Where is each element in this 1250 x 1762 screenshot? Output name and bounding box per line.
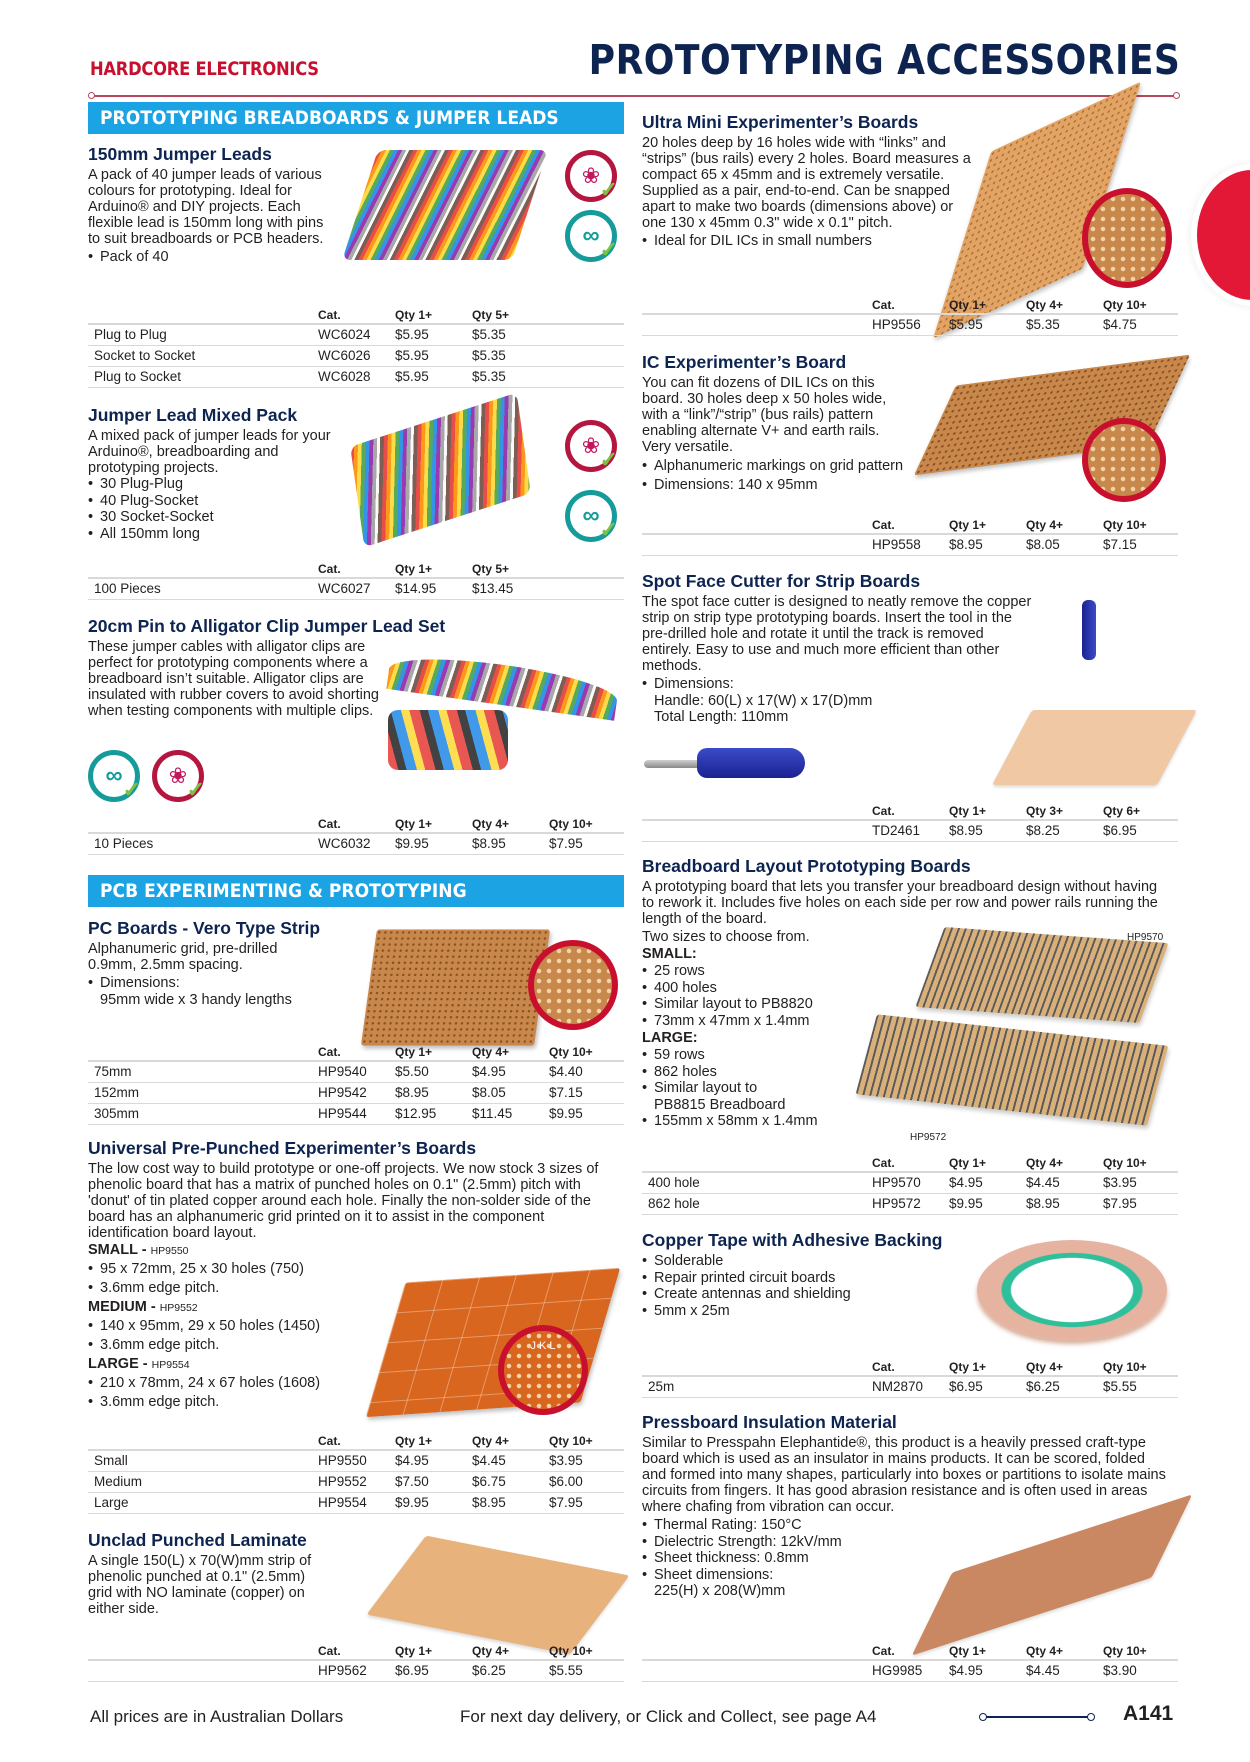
product-description: A pack of 40 jumper leads of various colours for prototyping. Ideal for Arduino® and DIY projects. Each flexible lead is 150mm long with pins to suit breadboards or PCB headers. <box>88 167 324 247</box>
price-table-copper-tape: Cat. Qty 1+ Qty 4+ Qty 10+ 25m NM2870 $6.95 $6.25 $5.55 <box>642 1358 1178 1398</box>
bullet: • 95 x 72mm, 25 x 30 holes (750) <box>88 1260 624 1279</box>
raspberry-pi-icon: ❀ ✓ <box>565 150 617 202</box>
bullet-continuation: Handle: 60(L) x 17(W) x 17(D)mm <box>654 692 873 709</box>
product-title: IC Experimenter’s Board <box>642 352 847 372</box>
bullet: • Sheet thickness: 0.8mm <box>642 1550 1178 1567</box>
product-title: PC Boards - Vero Type Strip <box>88 918 321 938</box>
price-table-universal: Cat. Qty 1+ Qty 4+ Qty 10+ Small HP9550 $4.95 $4.45 $3.95 Medium HP9552 $7.50 $6.75 $6.00 Large HP9554 $9.95 $8.95 $7.95 <box>88 1432 624 1514</box>
alligator-clips-image <box>388 710 508 770</box>
table-row: HG9985 $4.95 $4.45 $3.90 <box>642 1660 1178 1681</box>
price-table-ic-board: Cat. Qty 1+ Qty 4+ Qty 10+ HP9558 $8.95 $8.05 $7.15 <box>642 516 1178 556</box>
price-table-alligator: Cat. Qty 1+ Qty 4+ Qty 10+ 10 Pieces WC6032 $9.95 $8.95 $7.95 <box>88 815 624 855</box>
cutter-in-use-image <box>1082 600 1096 660</box>
product-description: A prototyping board that lets you transfer your breadboard design without having to rework it. Includes five holes on each side per row and power rails running the length of the board. <box>642 879 1158 927</box>
vero-board-image <box>361 929 550 1045</box>
table-row: HP9562 $6.95 $6.25 $5.55 <box>88 1660 624 1681</box>
image-label-hp9570: HP9570 <box>1127 932 1164 943</box>
bullet: • Dimensions: 140 x 95mm <box>642 476 1178 495</box>
product-title: 150mm Jumper Leads <box>88 144 272 164</box>
product-description: Alphanumeric grid, pre-drilled 0.9mm, 2.5mm spacing. <box>88 941 278 973</box>
product-description: These jumper cables with alligator clips are perfect for prototyping components where a breadboard isn’t suitable. Alligator clips are insulated with rubber covers to avoid shorting when testing components with multiple clips. <box>88 639 379 719</box>
product-description: The spot face cutter is designed to neatly remove the copper strip on strip type prototyping boards. Insert the tool in the pre-drilled hole and rotate it until the track is removed entirely. Easy to use and much more efficient than other methods. <box>642 594 1032 674</box>
product-description: A single 150(L) x 70(W)mm strip of phenolic punched at 0.1" (2.5mm) grid with NO laminate (copper) on either side. <box>88 1553 312 1617</box>
table-row: Small HP9550 $4.95 $4.45 $3.95 <box>88 1450 624 1471</box>
product-description: The low cost way to build prototype or one-off projects. We now stock 3 sizes of phenolic board that has a matrix of punched holes on 0.1" (2.5mm) pitch with 'donut' of tin plated copper around each hole. Finally the non-solder side of the board has an alphanumeric grid printed on it to assist in the component identification board layout. <box>88 1161 599 1241</box>
size-heading-large: LARGE: <box>642 1030 698 1046</box>
product-title: Ultra Mini Experimenter’s Boards <box>642 112 919 132</box>
product-title: 20cm Pin to Alligator Clip Jumper Lead Set <box>88 616 446 636</box>
bullet: • 3.6mm edge pitch. <box>88 1279 624 1298</box>
bullet: • 400 holes <box>642 980 1178 997</box>
image-label-hp9572: HP9572 <box>910 1132 947 1143</box>
bullet: • Dielectric Strength: 12kV/mm <box>642 1534 1178 1551</box>
table-row: 100 Pieces WC6027 $14.95 $13.45 <box>88 578 624 599</box>
bullet: • 30 Socket-Socket <box>88 509 624 526</box>
price-table-pressboard: Cat. Qty 1+ Qty 4+ Qty 10+ HG9985 $4.95 $4.45 $3.90 <box>642 1642 1178 1682</box>
price-table-spot-face: Cat. Qty 1+ Qty 3+ Qty 6+ TD2461 $8.95 $8.25 $6.95 <box>642 802 1178 842</box>
price-table-ultra-mini: Cat. Qty 1+ Qty 4+ Qty 10+ HP9556 $5.95 $5.35 $4.75 <box>642 296 1178 336</box>
bullet: • 140 x 95mm, 29 x 50 holes (1450) <box>88 1317 624 1336</box>
delivery-note: For next day delivery, or Click and Collect, see page A4 <box>460 1707 877 1726</box>
bullet: • Similar layout to PB8820 <box>642 996 1178 1013</box>
currency-note: All prices are in Australian Dollars <box>90 1707 344 1726</box>
product-title: Unclad Punched Laminate <box>88 1530 307 1550</box>
bullet: • Dimensions: <box>88 975 624 992</box>
raspberry-pi-icon: ❀ ✓ <box>152 750 204 802</box>
section-banner-breadboards: PROTOTYPING BREADBOARDS & JUMPER LEADS <box>88 102 624 134</box>
bullet: • Sheet dimensions: <box>642 1567 1178 1584</box>
brand-name: HARDCORE ELECTRONICS <box>90 58 319 80</box>
table-row: Medium HP9552 $7.50 $6.75 $6.00 <box>88 1471 624 1492</box>
bullet: • Solderable <box>642 1253 1178 1270</box>
bullet-continuation: Total Length: 110mm <box>654 709 789 725</box>
zoom-detail-circle <box>1082 418 1166 502</box>
arduino-icon: ∞ ✓ <box>565 490 617 542</box>
product-title: Breadboard Layout Prototyping Boards <box>642 856 971 876</box>
page-number: A141 <box>1123 1702 1174 1725</box>
product-title: Universal Pre-Punched Experimenter’s Boards <box>88 1138 477 1158</box>
footer-divider <box>982 1716 1092 1718</box>
section-banner-pcb: PCB EXPERIMENTING & PROTOTYPING <box>88 875 624 907</box>
table-row: 400 hole HP9570 $4.95 $4.45 $3.95 <box>642 1172 1178 1193</box>
table-row: Large HP9554 $9.95 $8.95 $7.95 <box>88 1492 624 1513</box>
table-row: Socket to Socket WC6026 $5.95 $5.35 <box>88 345 624 366</box>
product-spot-face-cutter <box>642 571 1178 726</box>
cutter-handle-image <box>697 748 805 778</box>
arduino-icon: ∞ ✓ <box>88 750 140 802</box>
zoom-detail-circle: J K L <box>498 1325 588 1415</box>
table-row: HP9556 $5.95 $5.35 $4.75 <box>642 314 1178 335</box>
bullet: • Dimensions: <box>642 676 1178 693</box>
price-table-vero: Cat. Qty 1+ Qty 4+ Qty 10+ 75mm HP9540 $5.50 $4.95 $4.40 152mm HP9542 $8.95 $8.05 $7.15 305mm HP9544 $12.95 $11.45 $9.95 <box>88 1043 624 1125</box>
price-table-150mm-jumper: Cat. Qty 1+ Qty 5+ Plug to Plug WC6024 $5.95 $5.35 Socket to Socket WC6026 $5.95 $5.35 Plug to Socket WC6028 $5.95 $5.35 <box>88 306 624 388</box>
arduino-icon: ∞ ✓ <box>565 210 617 262</box>
table-row: Plug to Socket WC6028 $5.95 $5.35 <box>88 366 624 387</box>
size-heading-medium: MEDIUM - HP9552 <box>88 1299 198 1315</box>
zoom-detail-circle <box>1082 188 1172 288</box>
table-row: HP9558 $8.95 $8.05 $7.15 <box>642 534 1178 555</box>
bullet: • 210 x 78mm, 24 x 67 holes (1608) <box>88 1374 624 1393</box>
bullet: • 30 Plug-Plug <box>88 476 624 493</box>
size-heading-large: LARGE - HP9554 <box>88 1356 190 1372</box>
bullet: • Similar layout to PB8815 Breadboard <box>642 1080 812 1113</box>
bullet: • Alphanumeric markings on grid pattern <box>642 457 1178 476</box>
bullet: • Repair printed circuit boards <box>642 1270 1178 1287</box>
size-heading-small: SMALL: <box>642 946 697 962</box>
bullet: • Thermal Rating: 150°C <box>642 1517 1178 1534</box>
bullet: • 25 rows <box>642 963 1178 980</box>
bullet: • Ideal for DIL ICs in small numbers <box>642 233 1178 250</box>
product-title: Spot Face Cutter for Strip Boards <box>642 571 921 591</box>
bullet: • 5mm x 25m <box>642 1303 1178 1320</box>
bullet-continuation: 225(H) x 208(W)mm <box>654 1583 786 1599</box>
table-row: 75mm HP9540 $5.50 $4.95 $4.40 <box>88 1061 624 1082</box>
price-table-unclad: Cat. Qty 1+ Qty 4+ Qty 10+ HP9562 $6.95 $6.25 $5.55 <box>88 1642 624 1682</box>
bullet: • 3.6mm edge pitch. <box>88 1393 624 1412</box>
price-table-breadboard-layout: Cat. Qty 1+ Qty 4+ Qty 10+ 400 hole HP9570 $4.95 $4.45 $3.95 862 hole HP9572 $9.95 $8.95 $7.95 <box>642 1154 1178 1215</box>
bullet: • 59 rows <box>642 1047 812 1064</box>
bullet: • 155mm x 58mm x 1.4mm <box>642 1113 1042 1130</box>
zoom-detail-circle <box>528 940 618 1030</box>
table-row: 10 Pieces WC6032 $9.95 $8.95 $7.95 <box>88 833 624 854</box>
bullet: • Create antennas and shielding <box>642 1286 1178 1303</box>
bullet: • 3.6mm edge pitch. <box>88 1336 624 1355</box>
product-title: Jumper Lead Mixed Pack <box>88 405 298 425</box>
bullet: • Pack of 40 <box>88 249 624 266</box>
bullet: • 40 Plug-Socket <box>88 493 624 510</box>
jumper-leads-image <box>342 150 548 260</box>
table-row: 152mm HP9542 $8.95 $8.05 $7.15 <box>88 1082 624 1103</box>
bullet: • 73mm x 47mm x 1.4mm <box>642 1013 1178 1030</box>
table-row: 25m NM2870 $6.95 $6.25 $5.55 <box>642 1376 1178 1397</box>
product-description: A mixed pack of jumper leads for your Arduino®, breadboarding and prototyping projects. <box>88 428 331 476</box>
bullet: • All 150mm long <box>88 526 624 543</box>
product-description: You can fit dozens of DIL ICs on this board. 30 holes deep x 50 holes wide, with a “link”/“strip” (bus rails) pattern enabling alternate V+ and earth rails. Very versatile. <box>642 375 887 455</box>
size-heading-small: SMALL - HP9550 <box>88 1242 189 1258</box>
table-row: 862 hole HP9572 $9.95 $8.95 $7.95 <box>642 1193 1178 1214</box>
table-row: Plug to Plug WC6024 $5.95 $5.35 <box>88 324 624 345</box>
bullet: • 862 holes <box>642 1064 812 1081</box>
bullet-continuation: 95mm wide x 3 handy lengths <box>100 991 292 1008</box>
page-title: PROTOTYPING ACCESSORIES <box>588 36 1180 84</box>
product-title: Copper Tape with Adhesive Backing <box>642 1230 943 1250</box>
product-description: 20 holes deep by 16 holes wide with “links” and “strips” (bus rails) every 2 holes. Board measures a compact 65 x 45mm and is extremely versatile. Supplied as a pair, end-to-end. Can be snapped apart to make two boards (dimensions above) or one 130 x 45mm 0.3" wide x 0.1" pitch. <box>642 135 971 231</box>
table-row: TD2461 $8.95 $8.25 $6.95 <box>642 820 1178 841</box>
product-title: Pressboard Insulation Material <box>642 1412 897 1432</box>
table-row: 305mm HP9544 $12.95 $11.45 $9.95 <box>88 1103 624 1124</box>
section-tab-marker <box>1197 170 1250 300</box>
product-description-2: Two sizes to choose from. <box>642 929 810 945</box>
universal-board-image <box>366 1268 620 1417</box>
copper-tape-image <box>977 1240 1167 1340</box>
raspberry-pi-icon: ❀ ✓ <box>565 420 617 472</box>
cutter-shaft-image <box>644 760 702 768</box>
price-table-mixed-pack: Cat. Qty 1+ Qty 5+ 100 Pieces WC6027 $14.95 $13.45 <box>88 560 624 600</box>
header-divider <box>90 95 1178 97</box>
product-description: Similar to Presspahn Elephantide®, this product is a heavily pressed craft-type board which is used as an insulator in mains products. It can be scored, folded and formed into many shapes, particularly into boxes or partitions to isolate mains circuits from fingers. It has good abrasion resistance and is often used in areas where chafing from vibration can occur. <box>642 1435 1166 1515</box>
